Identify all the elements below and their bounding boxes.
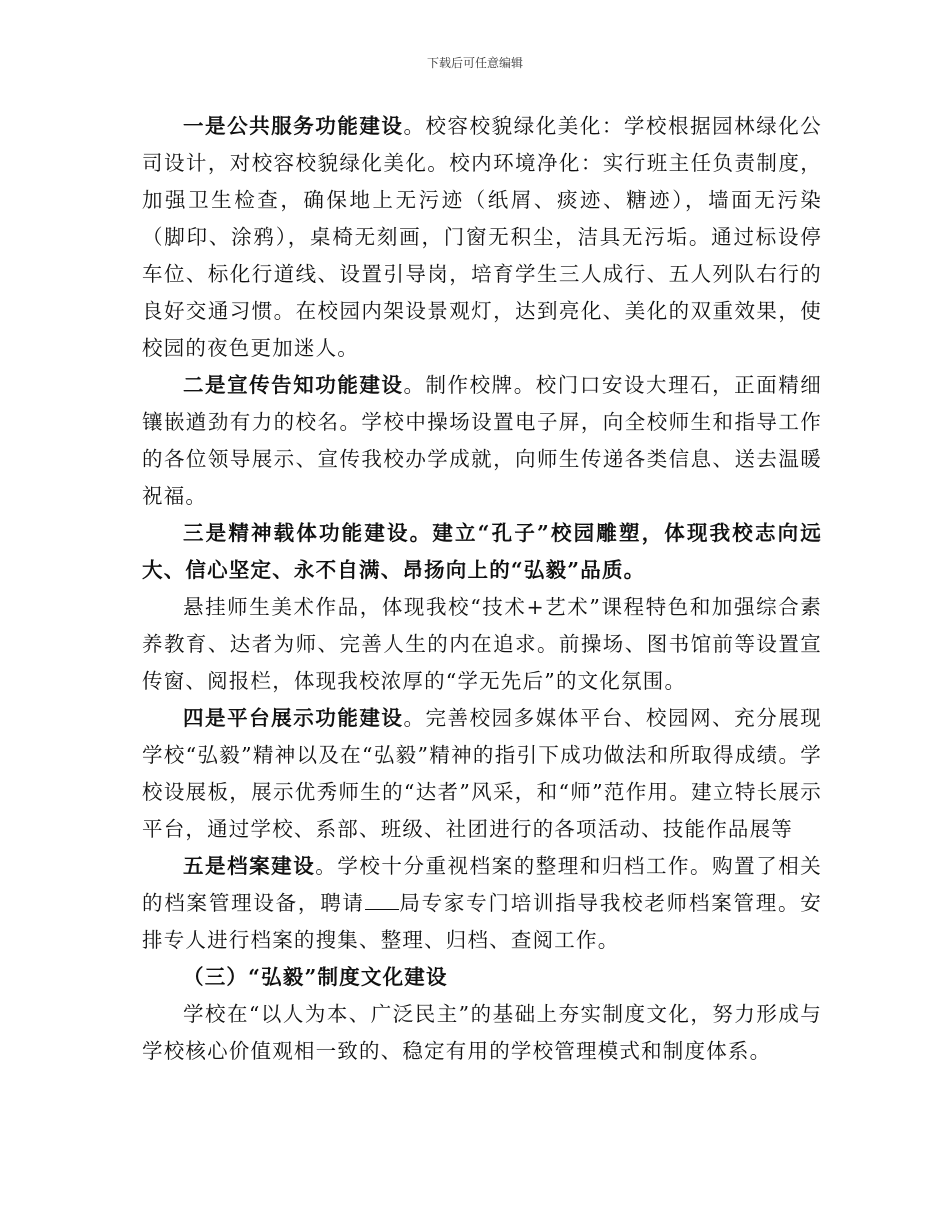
paragraph-lead: 三是精神载体功能建设。建立“孔子”校园雕塑，体现我校志向远大、信心坚定、永不自满、昂扬向上的“弘毅”品质。 — [142, 521, 822, 582]
paragraph-text: 。校容校貌绿化美化：学校根据园林绿化公司设计，对校容校貌绿化美化。校内环境净化：实行班主任负责制度，加强卫生检查，确保地上无污迹（纸屑、痰迹、糖迹），墙面无污染（脚印、涂鸦），桌椅无刻画，门窗无积尘，洁具无污垢。通过标设停车位、标化行道线、设置引导岗，培育学生三人成行、五人列队右行的良好交通习惯。在校园内架设景观灯，达到亮化、美化的双重效果，使校园的夜色更加迷人。 — [142, 114, 822, 360]
paragraph-lead: 一是公共服务功能建设 — [183, 114, 404, 138]
paragraph-text: 悬挂师生美术作品，体现我校“技术+艺术”课程特色和加强综合素养教育、达者为师、完善人生的内在追求。前操场、图书馆前等设置宣传窗、阅报栏，体现我校浓厚的“学无先后”的文化氛围。 — [142, 595, 822, 693]
paragraph-text: 。制作校牌。校门口安设大理石，正面精细镶嵌遒劲有力的校名。学校中操场设置电子屏，向全校师生和指导工作的各位领导展示、宣传我校办学成就，向师生传递各类信息、送去温暖祝福。 — [142, 373, 822, 508]
section-heading: （三）“弘毅”制度文化建设 — [183, 965, 448, 989]
paragraph-public-service — [142, 108, 822, 367]
paragraph-system-culture — [142, 996, 822, 1070]
paragraph-text: 学校在“以人为本、广泛民主”的基础上夯实制度文化，努力形成与学校核心价值观相一致的、稳定有用的学校管理模式和制度体系。 — [142, 1002, 822, 1063]
paragraph-artwork — [142, 589, 822, 700]
paragraph-lead: 二是宣传告知功能建设 — [183, 373, 404, 397]
document-body — [142, 108, 822, 1070]
paragraph-text: 。完善校园多媒体平台、校园网、充分展现学校“弘毅”精神以及在“弘毅”精神的指引下成功做法和所取得成绩。学校设展板，展示优秀师生的“达者”风采，和“师”范作用。建立特长展示平台，通过学校、系部、班级、社团进行的各项活动、技能作品展等 — [142, 706, 822, 841]
paragraph-archives — [142, 848, 822, 959]
paragraph-lead: 四是平台展示功能建设 — [183, 706, 404, 730]
paragraph-lead: 五是档案建设 — [183, 854, 316, 878]
paragraph-text: 局专家专门培训指导我校老师档案管理。安排专人进行档案的搜集、整理、归档、查阅工作。 — [142, 891, 822, 952]
paragraph-platform — [142, 700, 822, 848]
paragraph-text: 。学校十分重视档案的整理和归档工作。购置了相关的档案管理设备，聘请 — [142, 854, 822, 915]
paragraph-publicity — [142, 367, 822, 515]
paragraph-spirit-carrier — [142, 515, 822, 589]
page-header: 下载后可任意编辑 — [426, 56, 523, 70]
fill-in-blank — [365, 887, 399, 910]
